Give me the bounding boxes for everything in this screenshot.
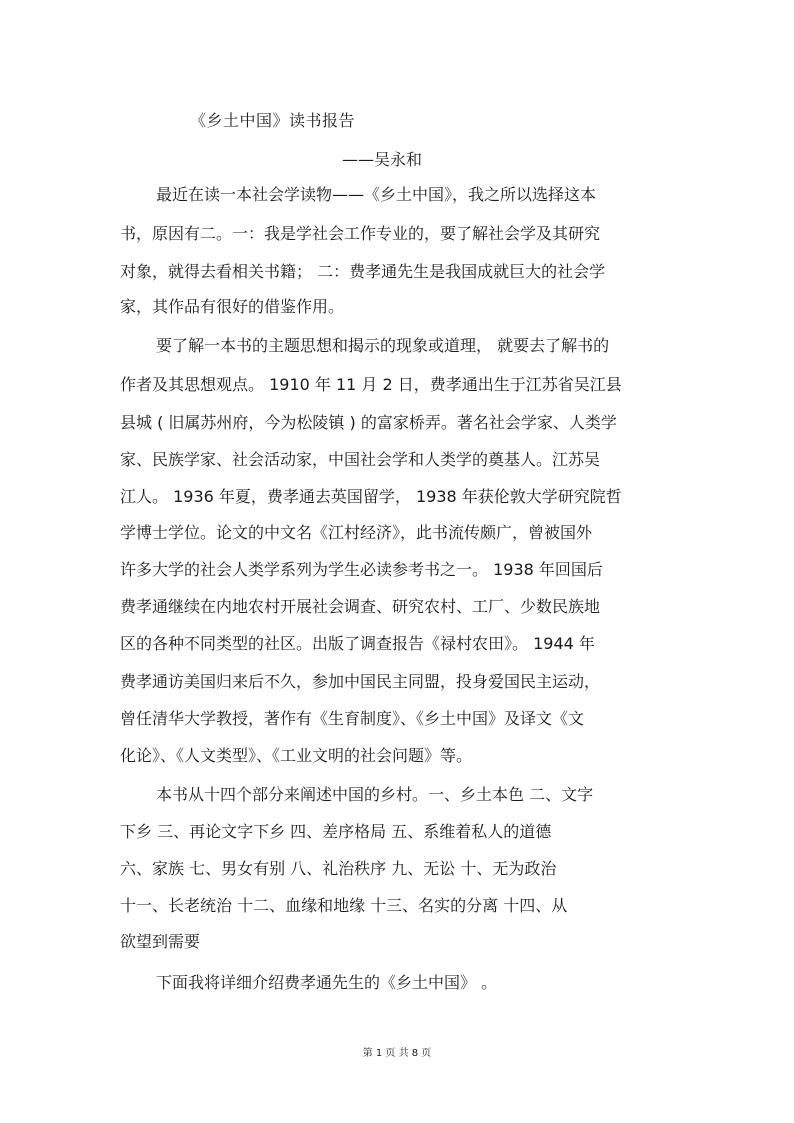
body-line: 要了解一本书的主题思想和揭示的现象或道理， 就要去了解书的	[156, 336, 610, 355]
body-line: 本书从十四个部分来阐述中国的乡村。一、乡土本色 二、文字	[156, 785, 594, 804]
body-line: 欲望到需要	[120, 932, 201, 951]
body-line: 县城 ( 旧属苏州府，今为松陵镇 ) 的富家桥弄。著名社会学家、人类学	[120, 413, 617, 432]
document-author: ——吴永和	[342, 150, 423, 169]
body-line: 书，原因有二。一：我是学社会工作专业的，要了解社会学及其研究	[120, 224, 601, 243]
body-line: 下面我将详细介绍费孝通先生的《乡土中国》 。	[156, 973, 498, 992]
body-line: 最近在读一本社会学读物——《乡土中国》，我之所以选择这本	[156, 185, 597, 204]
body-line: 家、民族学家、社会活动家，中国社会学和人类学的奠基人。江苏吴	[120, 450, 601, 469]
body-line: 曾任清华大学教授，著作有《生育制度》、《乡土中国》及译文《文	[120, 709, 585, 728]
body-line: 学博士学位。论文的中文名《江村经济》，此书流传颇广，曾被国外	[120, 523, 593, 542]
body-line: 费孝通访美国归来后不久，参加中国民主同盟，投身爱国民主运动，	[120, 672, 601, 691]
body-line: 作者及其思想观点。 1910 年 11 月 2 日，费孝通出生于江苏省吴江县	[120, 375, 622, 394]
body-line: 许多大学的社会人类学系列为学生必读参考书之一。 1938 年回国后	[120, 560, 603, 579]
body-line: 区的各种不同类型的社区。出版了调查报告《禄村农田》。 1944 年	[120, 634, 595, 653]
body-line: 对象，就得去看相关书籍； 二：费孝通先生是我国成就巨大的社会学	[120, 262, 606, 281]
body-line: 化论》、《人文类型》、《工业文明的社会问题》等。	[120, 746, 473, 765]
page-footer: 第 1 页 共 8 页	[362, 1048, 432, 1059]
body-line: 费孝通继续在内地农村开展社会调查、研究农村、工厂、少数民族地	[120, 597, 601, 616]
body-line: 家，其作品有很好的借鉴作用。	[120, 297, 345, 316]
body-line: 六、家族 七、男女有别 八、礼治秩序 九、无讼 十、无为政治	[120, 859, 557, 878]
body-line: 十一、长老统治 十二、血缘和地缘 十三、名实的分离 十四、从	[120, 896, 568, 915]
document-title: 《乡土中国》读书报告	[190, 111, 356, 130]
body-line: 江人。 1936 年夏，费孝通去英国留学， 1938 年获伦敦大学研究院哲	[120, 487, 622, 506]
body-line: 下乡 三、再论文字下乡 四、差序格局 五、系维着私人的道德	[120, 822, 552, 841]
